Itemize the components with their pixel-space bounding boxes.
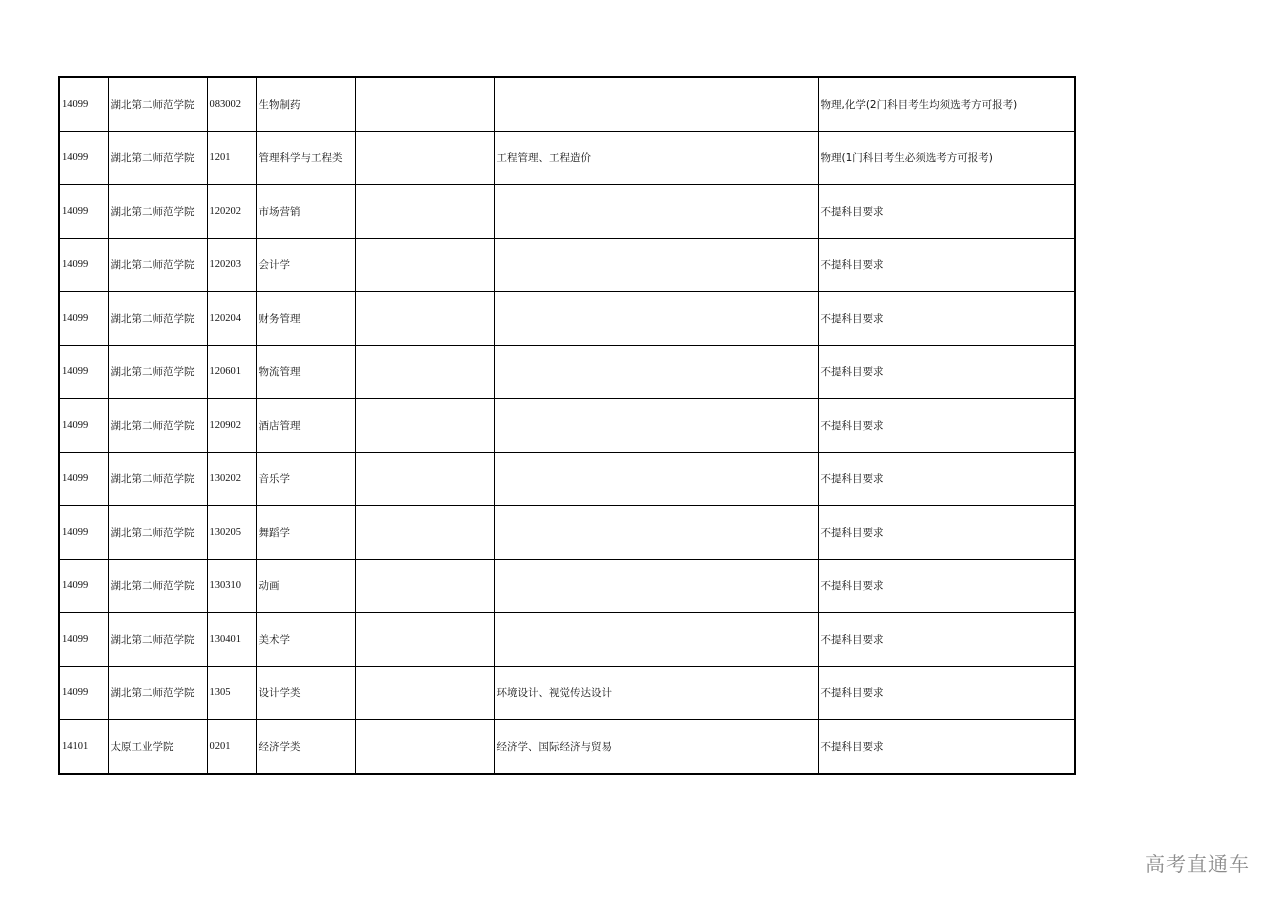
table-row	[59, 559, 1075, 613]
note-cell	[355, 452, 494, 506]
subject-requirement-cell: 不提科目要求	[818, 185, 1075, 239]
major-code-cell: 120601	[207, 345, 256, 399]
note-cell	[355, 185, 494, 239]
note-cell	[355, 345, 494, 399]
table-row	[59, 720, 1075, 774]
major-code-cell: 130310	[207, 559, 256, 613]
included-majors-cell	[494, 452, 818, 506]
subject-requirement-cell: 不提科目要求	[818, 506, 1075, 560]
major-code-cell: 120203	[207, 238, 256, 292]
note-cell	[355, 666, 494, 720]
major-code-cell: 083002	[207, 77, 256, 131]
school-code-cell: 14099	[59, 559, 108, 613]
note-cell	[355, 559, 494, 613]
major-code-cell: 0201	[207, 720, 256, 774]
school-name-cell: 湖北第二师范学院	[108, 185, 207, 239]
table-row	[59, 292, 1075, 346]
school-code-cell: 14099	[59, 238, 108, 292]
table-row	[59, 506, 1075, 560]
subject-requirement-cell: 不提科目要求	[818, 452, 1075, 506]
major-name-cell: 动画	[256, 559, 355, 613]
major-name-cell: 物流管理	[256, 345, 355, 399]
major-name-cell: 酒店管理	[256, 399, 355, 453]
included-majors-cell	[494, 292, 818, 346]
note-cell	[355, 77, 494, 131]
note-cell	[355, 506, 494, 560]
table-row	[59, 238, 1075, 292]
note-cell	[355, 292, 494, 346]
table-row	[59, 131, 1075, 185]
school-code-cell: 14099	[59, 666, 108, 720]
major-code-cell: 120902	[207, 399, 256, 453]
subject-requirement-cell: 物理,化学(2门科目考生均须选考方可报考)	[818, 77, 1075, 131]
subject-requirement-cell: 不提科目要求	[818, 399, 1075, 453]
major-name-cell: 管理科学与工程类	[256, 131, 355, 185]
school-name-cell: 湖北第二师范学院	[108, 345, 207, 399]
school-name-cell: 湖北第二师范学院	[108, 292, 207, 346]
major-code-cell: 120202	[207, 185, 256, 239]
school-code-cell: 14099	[59, 506, 108, 560]
school-name-cell: 湖北第二师范学院	[108, 666, 207, 720]
note-cell	[355, 131, 494, 185]
included-majors-cell: 工程管理、工程造价	[494, 131, 818, 185]
school-name-cell: 湖北第二师范学院	[108, 77, 207, 131]
school-code-cell: 14099	[59, 185, 108, 239]
major-code-cell: 120204	[207, 292, 256, 346]
major-name-cell: 经济学类	[256, 720, 355, 774]
subject-requirement-cell: 不提科目要求	[818, 720, 1075, 774]
note-cell	[355, 399, 494, 453]
major-code-cell: 130202	[207, 452, 256, 506]
note-cell	[355, 720, 494, 774]
table-row	[59, 399, 1075, 453]
included-majors-cell	[494, 238, 818, 292]
major-code-cell: 1305	[207, 666, 256, 720]
school-name-cell: 太原工业学院	[108, 720, 207, 774]
school-name-cell: 湖北第二师范学院	[108, 506, 207, 560]
table-row	[59, 77, 1075, 131]
included-majors-cell	[494, 613, 818, 667]
included-majors-cell	[494, 345, 818, 399]
subject-requirement-cell: 不提科目要求	[818, 613, 1075, 667]
subject-requirement-cell: 不提科目要求	[818, 238, 1075, 292]
note-cell	[355, 238, 494, 292]
subject-requirement-cell: 不提科目要求	[818, 559, 1075, 613]
included-majors-cell: 环境设计、视觉传达设计	[494, 666, 818, 720]
included-majors-cell	[494, 506, 818, 560]
school-code-cell: 14099	[59, 452, 108, 506]
school-name-cell: 湖北第二师范学院	[108, 613, 207, 667]
included-majors-cell: 经济学、国际经济与贸易	[494, 720, 818, 774]
school-code-cell: 14101	[59, 720, 108, 774]
subject-requirements-table	[58, 76, 1076, 775]
school-code-cell: 14099	[59, 613, 108, 667]
table-row	[59, 452, 1075, 506]
major-code-cell: 130205	[207, 506, 256, 560]
major-name-cell: 音乐学	[256, 452, 355, 506]
included-majors-cell	[494, 559, 818, 613]
table-row	[59, 666, 1075, 720]
major-name-cell: 生物制药	[256, 77, 355, 131]
included-majors-cell	[494, 399, 818, 453]
school-name-cell: 湖北第二师范学院	[108, 559, 207, 613]
subject-requirement-cell: 物理(1门科目考生必须选考方可报考)	[818, 131, 1075, 185]
watermark-text: 高考直通车	[1145, 852, 1250, 876]
table-row	[59, 185, 1075, 239]
school-name-cell: 湖北第二师范学院	[108, 131, 207, 185]
major-code-cell: 130401	[207, 613, 256, 667]
note-cell	[355, 613, 494, 667]
subject-requirement-cell: 不提科目要求	[818, 666, 1075, 720]
major-name-cell: 会计学	[256, 238, 355, 292]
table-row	[59, 345, 1075, 399]
school-code-cell: 14099	[59, 399, 108, 453]
major-name-cell: 美术学	[256, 613, 355, 667]
table-row	[59, 613, 1075, 667]
major-code-cell: 1201	[207, 131, 256, 185]
major-name-cell: 设计学类	[256, 666, 355, 720]
major-name-cell: 舞蹈学	[256, 506, 355, 560]
major-name-cell: 财务管理	[256, 292, 355, 346]
subject-requirement-cell: 不提科目要求	[818, 292, 1075, 346]
school-name-cell: 湖北第二师范学院	[108, 238, 207, 292]
table-body	[59, 77, 1075, 774]
included-majors-cell	[494, 185, 818, 239]
major-name-cell: 市场营销	[256, 185, 355, 239]
school-code-cell: 14099	[59, 77, 108, 131]
school-code-cell: 14099	[59, 131, 108, 185]
school-name-cell: 湖北第二师范学院	[108, 452, 207, 506]
school-name-cell: 湖北第二师范学院	[108, 399, 207, 453]
school-code-cell: 14099	[59, 292, 108, 346]
included-majors-cell	[494, 77, 818, 131]
school-code-cell: 14099	[59, 345, 108, 399]
subject-requirement-cell: 不提科目要求	[818, 345, 1075, 399]
